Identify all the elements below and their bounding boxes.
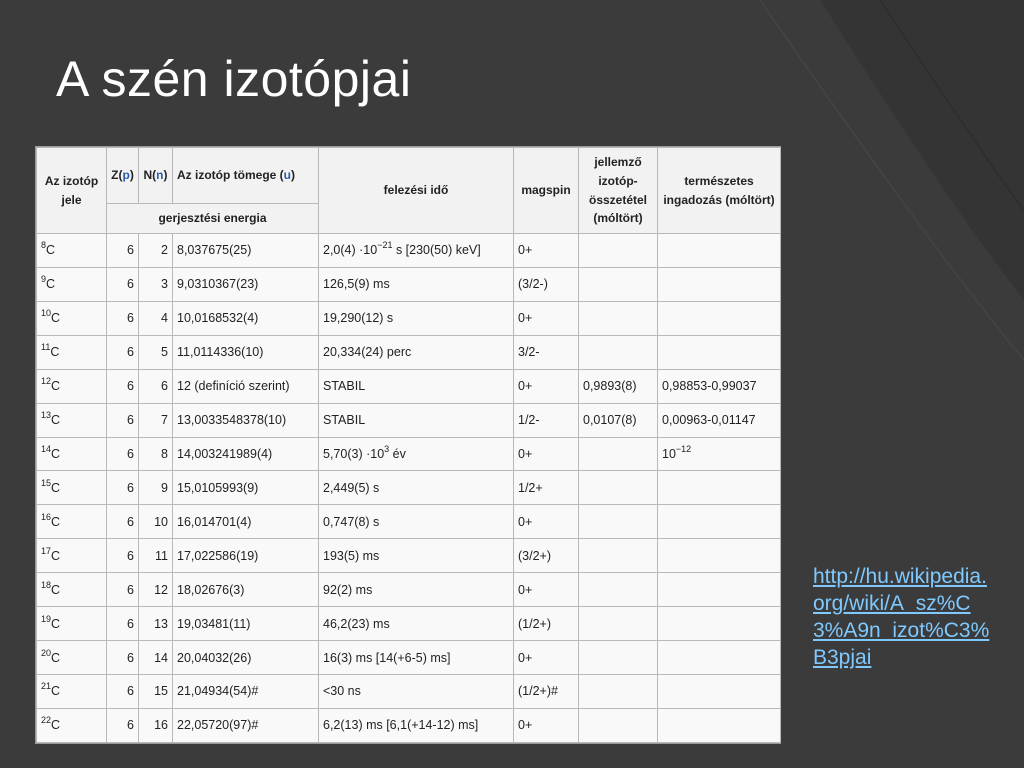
spin-cell: 0+ — [514, 369, 579, 403]
isotope-symbol-cell: $^{21}$C — [37, 674, 107, 708]
variation-cell — [658, 708, 781, 742]
variation-cell — [658, 234, 781, 268]
table-row — [37, 471, 781, 505]
half-life-cell: 20,334(24) perc — [319, 335, 514, 369]
spin-cell: 0+ — [514, 708, 579, 742]
spin-cell: 1/2+ — [514, 471, 579, 505]
composition-cell — [579, 301, 658, 335]
n-cell: 6 — [139, 369, 173, 403]
spin-cell: (3/2-) — [514, 267, 579, 301]
isotope-symbol-cell: $^{20}$C — [37, 641, 107, 675]
table-row — [37, 505, 781, 539]
isotope-symbol-cell: $^8$C — [37, 234, 107, 268]
n-cell: 15 — [139, 674, 173, 708]
half-life-cell: $2,0(4) \cdot 10^{-21}$ s [230(50) keV] — [319, 234, 514, 268]
isotope-symbol-cell: $^{14}$C — [37, 437, 107, 471]
z-cell: 6 — [107, 369, 139, 403]
z-cell: 6 — [107, 539, 139, 573]
n-cell: 7 — [139, 403, 173, 437]
header-variation: természetes ingadozás (móltört) — [658, 148, 781, 234]
mass-cell: 20,04032(26) — [173, 641, 319, 675]
z-cell: 6 — [107, 301, 139, 335]
header-composition: jellemző izotóp-összetétel (móltört) — [579, 148, 658, 234]
n-cell: 10 — [139, 505, 173, 539]
z-cell: 6 — [107, 267, 139, 301]
composition-cell — [579, 539, 658, 573]
variation-cell — [658, 573, 781, 607]
half-life-cell: 6,2(13) ms [6,1(+14-12) ms] — [319, 708, 514, 742]
composition-cell — [579, 708, 658, 742]
mass-cell: 8,037675(25) — [173, 234, 319, 268]
composition-cell — [579, 674, 658, 708]
half-life-cell: 2,449(5) s — [319, 471, 514, 505]
n-cell: 5 — [139, 335, 173, 369]
z-cell: 6 — [107, 437, 139, 471]
variation-cell: 0,00963-0,01147 — [658, 403, 781, 437]
header-z: Z(p) — [107, 148, 139, 204]
isotope-symbol-cell: $^{12}$C — [37, 369, 107, 403]
isotope-symbol-cell: $^{17}$C — [37, 539, 107, 573]
composition-cell — [579, 437, 658, 471]
mass-cell: 9,0310367(23) — [173, 267, 319, 301]
composition-cell: 0,9893(8) — [579, 369, 658, 403]
isotope-table-container — [35, 146, 781, 744]
table-row — [37, 607, 781, 641]
n-cell: 2 — [139, 234, 173, 268]
mass-cell: 14,003241989(4) — [173, 437, 319, 471]
half-life-cell: STABIL — [319, 369, 514, 403]
variation-cell — [658, 607, 781, 641]
z-cell: 6 — [107, 471, 139, 505]
isotope-symbol-cell: $^{11}$C — [37, 335, 107, 369]
isotope-table — [36, 147, 781, 743]
n-cell: 8 — [139, 437, 173, 471]
spin-cell: (3/2+) — [514, 539, 579, 573]
n-cell: 4 — [139, 301, 173, 335]
header-spin: magspin — [514, 148, 579, 234]
half-life-cell: <30 ns — [319, 674, 514, 708]
half-life-cell: 0,747(8) s — [319, 505, 514, 539]
table-row — [37, 403, 781, 437]
half-life-cell: 46,2(23) ms — [319, 607, 514, 641]
spin-cell: 0+ — [514, 505, 579, 539]
half-life-cell: 193(5) ms — [319, 539, 514, 573]
spin-cell: 0+ — [514, 573, 579, 607]
mass-cell: 10,0168532(4) — [173, 301, 319, 335]
z-cell: 6 — [107, 641, 139, 675]
spin-cell: (1/2+) — [514, 607, 579, 641]
n-cell: 3 — [139, 267, 173, 301]
half-life-cell: 19,290(12) s — [319, 301, 514, 335]
variation-cell: 0,98853-0,99037 — [658, 369, 781, 403]
header-symbol: Az izotóp jele — [37, 148, 107, 234]
isotope-symbol-cell: $^{19}$C — [37, 607, 107, 641]
spin-cell: 0+ — [514, 641, 579, 675]
isotope-symbol-cell: $^{18}$C — [37, 573, 107, 607]
composition-cell — [579, 234, 658, 268]
z-cell: 6 — [107, 607, 139, 641]
n-cell: 13 — [139, 607, 173, 641]
table-row — [37, 301, 781, 335]
spin-cell: 0+ — [514, 234, 579, 268]
header-excitation: gerjesztési energia — [107, 204, 319, 234]
table-row — [37, 267, 781, 301]
half-life-cell: $5,70(3) \cdot 10^3$ év — [319, 437, 514, 471]
half-life-cell: 92(2) ms — [319, 573, 514, 607]
table-row — [37, 641, 781, 675]
isotope-symbol-cell: $^{10}$C — [37, 301, 107, 335]
composition-cell — [579, 505, 658, 539]
variation-cell — [658, 674, 781, 708]
mass-cell: 11,0114336(10) — [173, 335, 319, 369]
half-life-cell: STABIL — [319, 403, 514, 437]
mass-cell: 22,05720(97)# — [173, 708, 319, 742]
composition-cell — [579, 267, 658, 301]
isotope-symbol-cell: $^{22}$C — [37, 708, 107, 742]
table-row — [37, 234, 781, 268]
variation-cell: $10^{-12}$ — [658, 437, 781, 471]
variation-cell — [658, 539, 781, 573]
variation-cell — [658, 641, 781, 675]
table-row — [37, 539, 781, 573]
wikipedia-source-link[interactable]: http://hu.wikipedia.org/wiki/A_sz%C3%A9n_izot%C3%B3pjai — [813, 565, 990, 669]
n-cell: 12 — [139, 573, 173, 607]
mass-cell: 15,0105993(9) — [173, 471, 319, 505]
z-cell: 6 — [107, 335, 139, 369]
z-cell: 6 — [107, 505, 139, 539]
mass-cell: 21,04934(54)# — [173, 674, 319, 708]
composition-cell — [579, 335, 658, 369]
composition-cell — [579, 607, 658, 641]
isotope-symbol-cell: $^{15}$C — [37, 471, 107, 505]
mass-cell: 17,022586(19) — [173, 539, 319, 573]
mass-cell: 18,02676(3) — [173, 573, 319, 607]
half-life-cell: 16(3) ms [14(+6-5) ms] — [319, 641, 514, 675]
isotope-symbol-cell: $^9$C — [37, 267, 107, 301]
header-half-life: felezési idő — [319, 148, 514, 234]
composition-cell — [579, 573, 658, 607]
z-cell: 6 — [107, 573, 139, 607]
table-row — [37, 573, 781, 607]
composition-cell — [579, 641, 658, 675]
isotope-symbol-cell: $^{13}$C — [37, 403, 107, 437]
spin-cell: 3/2- — [514, 335, 579, 369]
header-mass: Az izotóp tömege (u) — [173, 148, 319, 204]
variation-cell — [658, 505, 781, 539]
composition-cell: 0,0107(8) — [579, 403, 658, 437]
n-cell: 9 — [139, 471, 173, 505]
mass-cell: 16,014701(4) — [173, 505, 319, 539]
table-row — [37, 674, 781, 708]
spin-cell: (1/2+)# — [514, 674, 579, 708]
z-cell: 6 — [107, 234, 139, 268]
spin-cell: 0+ — [514, 437, 579, 471]
mass-cell: 12 (definíció szerint) — [173, 369, 319, 403]
spin-cell: 1/2- — [514, 403, 579, 437]
mass-cell: 13,0033548378(10) — [173, 403, 319, 437]
variation-cell — [658, 471, 781, 505]
table-row — [37, 708, 781, 742]
table-row — [37, 437, 781, 471]
page-title: A szén izotópjai — [56, 51, 412, 107]
n-cell: 16 — [139, 708, 173, 742]
z-cell: 6 — [107, 674, 139, 708]
table-row — [37, 369, 781, 403]
mass-cell: 19,03481(11) — [173, 607, 319, 641]
isotope-symbol-cell: $^{16}$C — [37, 505, 107, 539]
variation-cell — [658, 335, 781, 369]
spin-cell: 0+ — [514, 301, 579, 335]
n-cell: 14 — [139, 641, 173, 675]
variation-cell — [658, 301, 781, 335]
n-cell: 11 — [139, 539, 173, 573]
z-cell: 6 — [107, 403, 139, 437]
table-row — [37, 335, 781, 369]
half-life-cell: 126,5(9) ms — [319, 267, 514, 301]
variation-cell — [658, 267, 781, 301]
composition-cell — [579, 471, 658, 505]
z-cell: 6 — [107, 708, 139, 742]
header-n: N(n) — [139, 148, 173, 204]
